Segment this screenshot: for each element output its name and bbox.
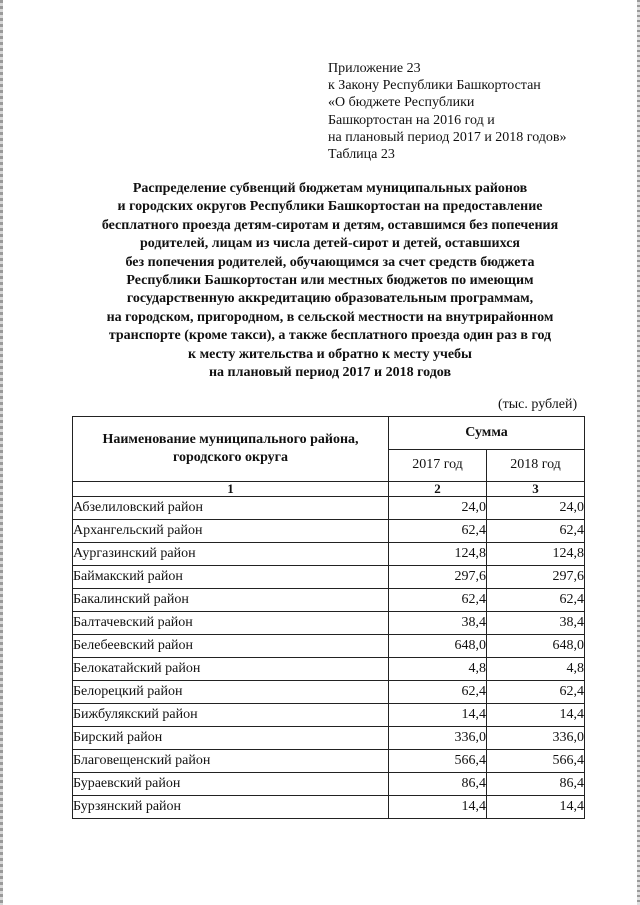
table-row <box>73 750 585 773</box>
column-index-cell: 1 <box>73 482 389 497</box>
title-line: без попечения родителей, обучающимся за счет средств бюджета <box>125 254 535 270</box>
title-line: государственную аккредитацию образовательным программам, <box>126 291 534 307</box>
amount-2018-cell: 14,4 <box>487 796 585 819</box>
header-name-line: Наименование муниципального района, <box>102 432 359 447</box>
document-title <box>60 180 600 382</box>
amount-2017-cell: 38,4 <box>389 612 487 635</box>
table-row <box>73 520 585 543</box>
district-name-cell: Бураевский район <box>73 773 389 796</box>
district-name-cell: Балтачевский район <box>73 612 389 635</box>
subventions-table <box>72 416 585 819</box>
column-index-cell: 3 <box>487 482 585 497</box>
appendix-line: Таблица 23 <box>328 147 395 163</box>
amount-2017-cell: 62,4 <box>389 520 487 543</box>
scan-left-edge <box>0 0 3 905</box>
table-row <box>73 681 585 704</box>
amount-2017-cell: 62,4 <box>389 681 487 704</box>
amount-2017-cell: 14,4 <box>389 704 487 727</box>
title-line: Республики Башкортостан или местных бюджетов по имеющим <box>126 273 534 289</box>
units-label: (тыс. рублей) <box>498 397 578 412</box>
table-row <box>73 497 585 520</box>
title-line: на городском, пригородном, в сельской местности на внутрирайонном <box>106 309 554 325</box>
amount-2017-cell: 4,8 <box>389 658 487 681</box>
amount-2018-cell: 14,4 <box>487 704 585 727</box>
amount-2018-cell: 648,0 <box>487 635 585 658</box>
column-index-row <box>73 482 585 497</box>
amount-2018-cell: 62,4 <box>487 681 585 704</box>
district-name-cell: Бирский район <box>73 727 389 750</box>
district-name-cell: Аургазинский район <box>73 543 389 566</box>
table-row <box>73 612 585 635</box>
table-row <box>73 543 585 566</box>
district-name-cell: Благовещенский район <box>73 750 389 773</box>
district-name-cell: Бурзянский район <box>73 796 389 819</box>
table-row <box>73 589 585 612</box>
district-name-cell: Архангельский район <box>73 520 389 543</box>
table-row <box>73 727 585 750</box>
amount-2017-cell: 14,4 <box>389 796 487 819</box>
appendix-line: к Закону Республики Башкортостан <box>328 78 541 94</box>
district-name-cell: Баймакский район <box>73 566 389 589</box>
table-row <box>73 635 585 658</box>
district-name-cell: Абзелиловский район <box>73 497 389 520</box>
table-row <box>73 658 585 681</box>
district-name-cell: Бижбулякский район <box>73 704 389 727</box>
amount-2018-cell: 24,0 <box>487 497 585 520</box>
amount-2017-cell: 648,0 <box>389 635 487 658</box>
district-name-cell: Белокатайский район <box>73 658 389 681</box>
appendix-line: Башкортостан на 2016 год и <box>328 112 495 128</box>
amount-2018-cell: 124,8 <box>487 543 585 566</box>
title-line: на плановый период 2017 и 2018 годов <box>208 365 452 381</box>
title-line: и городских округов Республики Башкортостан на предоставление <box>117 199 543 215</box>
appendix-line: на плановый период 2017 и 2018 годов» <box>328 129 567 145</box>
title-line: бесплатного проезда детям-сиротам и детям, оставшимся без попечения <box>101 217 559 233</box>
district-name-cell: Белорецкий район <box>73 681 389 704</box>
title-line: к месту жительства и обратно к месту учебы <box>188 346 472 362</box>
amount-2018-cell: 62,4 <box>487 520 585 543</box>
table-row <box>73 566 585 589</box>
amount-2018-cell: 566,4 <box>487 750 585 773</box>
header-name-line: городского округа <box>172 450 289 465</box>
table-row <box>73 773 585 796</box>
appendix-header <box>328 60 567 163</box>
appendix-line: «О бюджете Республики <box>328 95 475 111</box>
amount-2018-cell: 86,4 <box>487 773 585 796</box>
district-name-cell: Белебеевский район <box>73 635 389 658</box>
appendix-line: Приложение 23 <box>328 61 421 76</box>
amount-2017-cell: 336,0 <box>389 727 487 750</box>
amount-2018-cell: 38,4 <box>487 612 585 635</box>
header-2017-cell: 2017 год <box>389 449 487 482</box>
amount-2017-cell: 62,4 <box>389 589 487 612</box>
header-name-cell <box>73 417 389 482</box>
header-sum-cell: Сумма <box>389 417 585 450</box>
title-line: транспорте (кроме такси), а также бесплатного проезда один раз в год <box>108 328 552 344</box>
amount-2017-cell: 297,6 <box>389 566 487 589</box>
amount-2017-cell: 124,8 <box>389 543 487 566</box>
amount-2018-cell: 4,8 <box>487 658 585 681</box>
table-row <box>73 796 585 819</box>
table-row <box>73 704 585 727</box>
column-index-cell: 2 <box>389 482 487 497</box>
amount-2017-cell: 86,4 <box>389 773 487 796</box>
header-2018-cell: 2018 год <box>487 449 585 482</box>
title-line: Распределение субвенций бюджетам муниципальных районов <box>132 181 528 196</box>
amount-2017-cell: 566,4 <box>389 750 487 773</box>
amount-2018-cell: 62,4 <box>487 589 585 612</box>
district-name-cell: Бакалинский район <box>73 589 389 612</box>
amount-2018-cell: 297,6 <box>487 566 585 589</box>
amount-2017-cell: 24,0 <box>389 497 487 520</box>
amount-2018-cell: 336,0 <box>487 727 585 750</box>
title-line: родителей, лицам из числа детей-сирот и детей, оставшихся <box>140 236 520 252</box>
